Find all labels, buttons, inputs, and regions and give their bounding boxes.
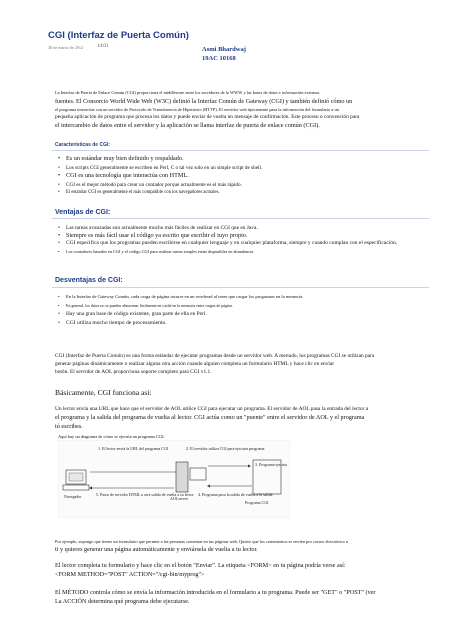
monitor-screen bbox=[69, 473, 83, 481]
method-paragraph-line-2: La ACCIÓN determina qué programa debe ejecutarse. bbox=[55, 598, 190, 605]
example-paragraph-line-1: Por ejemplo, supongo que tienes un formulario que permite a las personas comentar en tus páginas web. Quiero que los comentarios se envíen por correo electrónico a bbox=[55, 539, 348, 544]
section-divider bbox=[52, 218, 429, 219]
server-tower-icon bbox=[176, 462, 188, 492]
diagram-step-2: 2. El servidor utiliza CGI para ejecutar programa bbox=[186, 446, 265, 451]
list-item: • CGI es una tecnología que interactúa con HTML. bbox=[57, 172, 427, 181]
diagram-caption: Aquí hay un diagrama de cómo se ejecuta un programa CGI: bbox=[58, 434, 165, 439]
list-item: • CGI especifica que los programas pueden escribirse en cualquier lenguaje y en cualquier plataforma, siempre y cuando cumplan con el especificación. bbox=[57, 240, 427, 248]
cgi-paragraph-line-1: CGI (Interfaz de Puerta Común) es una forma estándar de ejecutar programas desde un servidor web. A menudo, los programas CGI se utilizan para bbox=[55, 353, 375, 359]
diagram-step-1: 1. El lector envía la URL del programa CGI bbox=[98, 446, 169, 451]
diagram-step-5: 5. Pasos de servidor HTML u otra salida de vuelta a su lector bbox=[96, 492, 194, 497]
advantages-heading: Ventajas de CGI: bbox=[55, 209, 111, 216]
list-item: • En la Interfaz de Gateway Común, cada carga de página incurre en un overhead al tener que cargar los programas en la memoria. bbox=[57, 293, 427, 302]
list-item: • Los scripts CGI generalmente se escriben en Perl, C o tal vez solo en un simple script de shell. bbox=[57, 164, 427, 173]
method-paragraph-line-1: El MÉTODO controla cómo se envía la información introducida en el formulario a tu programa. Puede ser "GET" o "POST" (ver bbox=[55, 589, 376, 596]
author-name: Asmi Bhardwaj bbox=[202, 46, 246, 53]
list-item: • CGI utiliza mucho tiempo de procesamiento. bbox=[57, 319, 427, 328]
advantages-list bbox=[57, 224, 427, 256]
diagram-program-label: Programa CGI bbox=[245, 500, 269, 505]
diagram-frame bbox=[58, 440, 290, 518]
list-item: • En general, los datos no se pueden almacenar fácilmente en caché en la memoria entre cargas de página. bbox=[57, 302, 427, 311]
cgi-diagram bbox=[58, 440, 290, 518]
disadvantages-heading: Desventajas de CGI: bbox=[55, 277, 123, 284]
list-item: • Hay una gran base de código existente, gran parte de ella en Perl. bbox=[57, 310, 427, 319]
list-item: • Es un estándar muy bien definido y respaldado. bbox=[57, 155, 427, 164]
characteristics-heading: Características de CGI: bbox=[55, 142, 111, 148]
cgi-works-heading: Básicamente, CGI funciona así: bbox=[55, 388, 152, 397]
intro-line-2: fuentes. El Consorcio World Wide Web (W3C) definió la Interfaz Común de Gateway (CGI) y también definió cómo un bbox=[55, 98, 353, 105]
page-title: CGI (Interfaz de Puerta Común) bbox=[48, 30, 189, 41]
author-group: 19AC 10168 bbox=[202, 55, 236, 62]
diagram-browser-label: Navegador bbox=[64, 494, 82, 499]
section-divider bbox=[52, 287, 429, 288]
list-item: • Las tareas avanzadas son actualmente mucho más fáciles de realizar en CGI que en Java. bbox=[57, 224, 427, 232]
document-date: 30 de marzo de 2012 bbox=[48, 45, 84, 50]
list-item: • Siempre es más fácil usar el código ya escrito que escribir el tuyo propio. bbox=[57, 232, 427, 240]
intro-line-3: el programa interactúa con un servidor de Protocolo de Transferencia de Hipertexto (HTTP). El servidor web típicamente pasa la información del formulario a un bbox=[55, 107, 339, 112]
list-item: • El estándar CGI es generalmente el más compatible con los navegadores actuales. bbox=[57, 189, 427, 198]
example-paragraph-line-2: ti y quieres generar una página automáticamente y enviársela de vuelta a tu lector. bbox=[55, 546, 258, 553]
intro-line-1: La Interfaz de Puerta de Enlace Común (CGI) proporciona el middleware entre los servidores de la WWW y las bases de datos e información externas. bbox=[55, 90, 321, 95]
intro-line-5: el intercambio de datos entre el servidor y la aplicación se llama interfaz de puerta de enlace común (CGI). bbox=[55, 122, 320, 129]
intro-line-4: pequeña aplicación de programa que procesa los datos y puede enviar de vuelta un mensaje de confirmación. Este proceso o convención para bbox=[55, 114, 360, 120]
cgi-paragraph-line-3: botón. El servidor de AOL proporciona soporte completo para CGI v1.1. bbox=[55, 369, 212, 375]
form-paragraph-line-1: El lector completa tu formulario y hace clic en el botón "Enviar". La etiqueta <FORM> en tu página podría verse así: bbox=[55, 562, 346, 569]
diagram-step-3: 3. Programa ejecuta bbox=[255, 462, 287, 467]
reader-paragraph-line-1: Un lector envía una URL que hace que el servidor de AOL utilice CGI para ejecutar un programa. El servidor de AOL pasa la entrada del lector a bbox=[55, 406, 369, 412]
cgi-paragraph-line-2: generar páginas dinámicamente o realizar alguna otra acción cuando alguien completa un formulario HTML y hace clic en enviar bbox=[55, 361, 335, 367]
reader-paragraph-line-3: tú escribes. bbox=[55, 423, 83, 430]
disadvantages-list bbox=[57, 293, 427, 327]
list-item: • Los contadores basados en CGI y el código CGI para realizar tareas simples están disponibles en abundancia. bbox=[57, 248, 427, 256]
diagram-server-label: AOLserver bbox=[170, 496, 188, 501]
document-time: 14:01 bbox=[97, 44, 109, 49]
characteristics-list bbox=[57, 155, 427, 198]
section-divider bbox=[52, 150, 429, 151]
form-tag-example: <FORM METHOD="POST" ACTION="/cgi-bin/myprog"> bbox=[55, 571, 205, 578]
list-item: • CGI es el mejor método para crear un contador porque actualmente es el más rápido. bbox=[57, 181, 427, 190]
author-block bbox=[202, 45, 246, 63]
diagram-step-4: 4. Programa pasa la salida de vuelta a la salida bbox=[198, 492, 273, 497]
reader-paragraph-line-2: el programa y la salida del programa de vuelta al lector. CGI actúa como un "puente" entre el servidor de AOL y el programa bbox=[55, 414, 365, 421]
